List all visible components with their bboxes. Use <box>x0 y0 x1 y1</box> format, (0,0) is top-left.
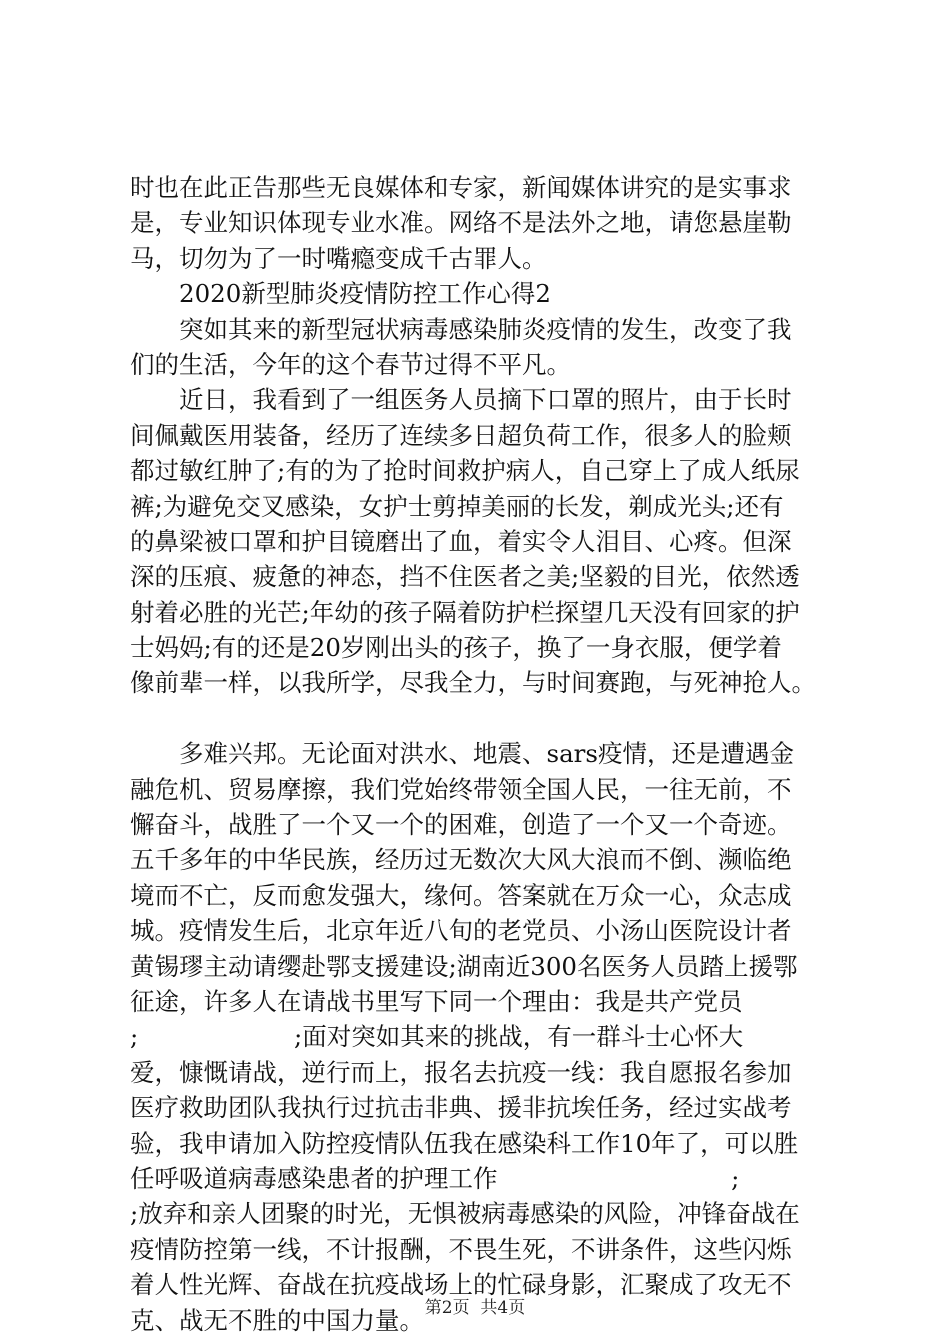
paragraph-line: 懈奋斗，战胜了一个又一个的困难，创造了一个又一个奇迹。 <box>130 810 792 840</box>
paragraph-line: 像前辈一样，以我所学，尽我全力，与时间赛跑，与死神抢人。 <box>130 668 816 698</box>
paragraph-line: 近日，我看到了一组医务人员摘下口罩的照片，由于长时 <box>179 385 792 415</box>
paragraph-line: 疫情防控第一线，不计报酬，不畏生死，不讲条件，这些闪烁 <box>130 1234 792 1264</box>
paragraph-line: 验，我申请加入防控疫情队伍我在感染科工作10年了，可以胜 <box>130 1128 799 1158</box>
paragraph-line: 是，专业知识体现专业水准。网络不是法外之地，请您悬崖勒 <box>130 208 792 238</box>
paragraph-line: 射着必胜的光芒;年幼的孩子隔着防护栏探望几天没有回家的护 <box>130 597 800 627</box>
paragraph-line: 裤;为避免交叉感染，女护士剪掉美丽的长发，剃成光头;还有 <box>130 491 784 521</box>
paragraph-line: 城。疫情发生后，北京年近八旬的老党员、小汤山医院设计者 <box>130 916 792 946</box>
paragraph-line: 境而不亡，反而愈发强大，缘何。答案就在万众一心，众志成 <box>130 880 792 910</box>
paragraph-line: 们的生活，今年的这个春节过得不平凡。 <box>130 349 571 379</box>
paragraph-line: 五千多年的中华民族，经历过无数次大风大浪而不倒、濒临绝 <box>130 845 792 875</box>
section-heading: 2020新型肺炎疫情防控工作心得2 <box>179 279 551 309</box>
paragraph-line: 任呼吸道病毒感染患者的护理工作 ; <box>130 1163 740 1193</box>
paragraph-line: 都过敏红肿了;有的为了抢时间救护病人，自己穿上了成人纸尿 <box>130 456 800 486</box>
paragraph-line: 黄锡璆主动请缨赴鄂支援建设;湖南近300名医务人员踏上援鄂 <box>130 951 798 981</box>
paragraph-line: 的鼻梁被口罩和护目镜磨出了血，着实令人泪目、心疼。但深 <box>130 526 792 556</box>
paragraph-line: ;放弃和亲人团聚的时光，无惧被病毒感染的风险，冲锋奋战在 <box>130 1199 800 1229</box>
paragraph-line: 征途，许多人在请战书里写下同一个理由：我是共产党员 <box>130 986 743 1016</box>
paragraph-line: 深的压痕、疲惫的神态，挡不住医者之美;坚毅的目光，依然透 <box>130 562 800 592</box>
paragraph-line: 医疗救助团队我执行过抗击非典、援非抗埃任务，经过实战考 <box>130 1093 792 1123</box>
document-body <box>130 170 850 1338</box>
paragraph-line: 马，切勿为了一时嘴瘾变成千古罪人。 <box>130 243 547 273</box>
paragraph-line: 着人性光辉、奋战在抗疫战场上的忙碌身影，汇聚成了攻无不 <box>130 1270 792 1300</box>
paragraph-line: 士妈妈;有的还是20岁刚出头的孩子，换了一身衣服，便学着 <box>130 633 782 663</box>
paragraph-line: 爱，慷慨请战，逆行而上，报名去抗疫一线：我自愿报名参加 <box>130 1057 792 1087</box>
paragraph-line: 克、战无不胜的中国力量。 <box>130 1305 424 1335</box>
paragraph-gap <box>130 701 850 736</box>
paragraph-line: 融危机、贸易摩擦，我们党始终带领全国人民，一往无前，不 <box>130 774 792 804</box>
paragraph-line: 间佩戴医用装备，经历了连续多日超负荷工作，很多人的脸颊 <box>130 420 792 450</box>
paragraph-line: 突如其来的新型冠状病毒感染肺炎疫情的发生，改变了我 <box>179 314 792 344</box>
paragraph-line: ; ;面对突如其来的挑战，有一群斗士心怀大 <box>130 1022 744 1052</box>
paragraph-line: 多难兴邦。无论面对洪水、地震、sars疫情，还是遭遇金 <box>179 739 794 769</box>
paragraph-line: 时也在此正告那些无良媒体和专家，新闻媒体讲究的是实事求 <box>130 173 792 202</box>
page-number-footer: 第2页 共4页 <box>424 1298 526 1318</box>
